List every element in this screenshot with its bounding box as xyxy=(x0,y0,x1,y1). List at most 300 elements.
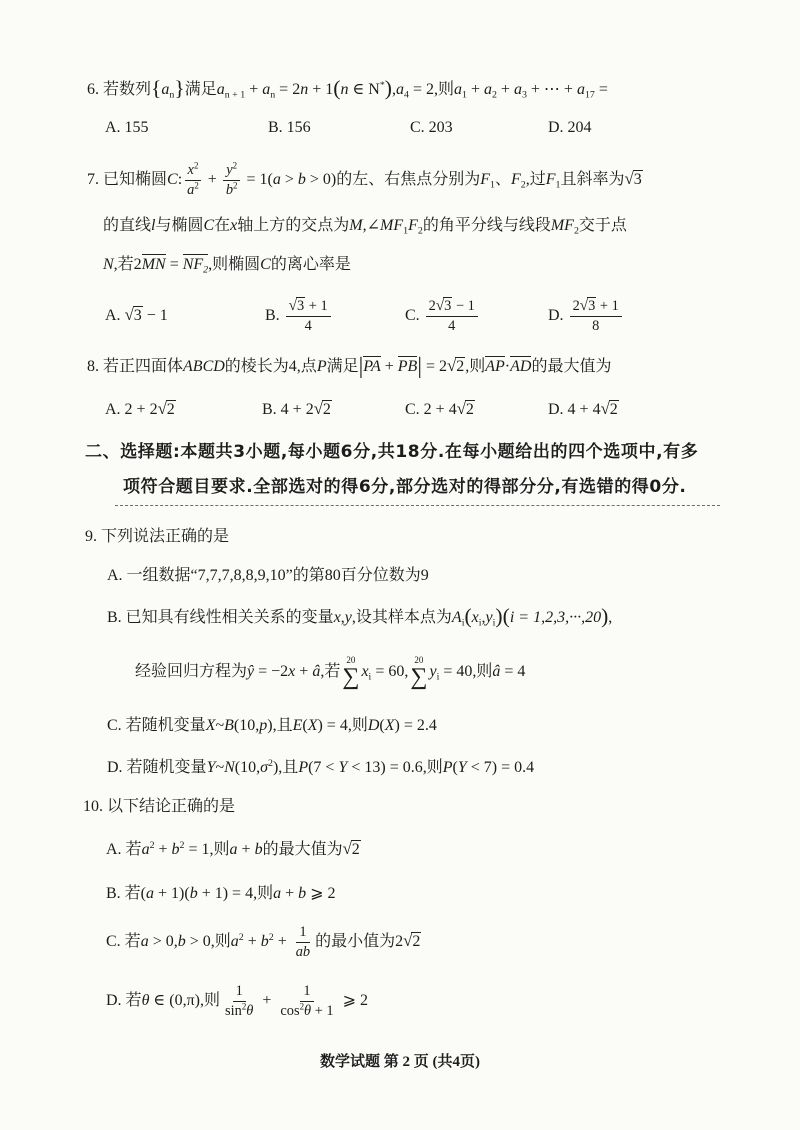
text-run: A. 2 + 2 xyxy=(105,401,158,418)
text-run: ,则 xyxy=(465,358,486,376)
summation xyxy=(342,656,359,689)
text-run: 2 xyxy=(609,401,618,418)
radical-sign-icon: √ xyxy=(124,305,134,324)
math-variable: x xyxy=(187,162,194,179)
radical-sign-icon: √ xyxy=(313,399,323,418)
vector-overline xyxy=(510,356,531,376)
math-variable: a xyxy=(576,80,585,98)
text-run: + 1 xyxy=(308,80,334,98)
math-variable: C xyxy=(260,256,271,273)
math-variable: b xyxy=(297,171,306,188)
text-run: + xyxy=(203,171,221,188)
text-run: A. xyxy=(105,307,125,324)
subscript: 1 xyxy=(490,179,495,191)
radicand xyxy=(322,400,332,418)
radical-sign-icon: √ xyxy=(435,297,445,314)
math-variable: N xyxy=(224,759,235,776)
math-variable: a xyxy=(513,80,522,98)
text-run: 2 xyxy=(572,297,580,314)
large-bracket: { xyxy=(151,76,162,100)
text-run: , xyxy=(392,80,396,98)
math-variable: b xyxy=(177,933,186,950)
math-variable: MF xyxy=(550,217,574,234)
subscript: 17 xyxy=(584,89,595,101)
text-run: 3 xyxy=(444,297,452,314)
text-run: , xyxy=(481,608,486,626)
fraction xyxy=(293,924,313,960)
q10-option-b xyxy=(106,874,336,914)
math-variable: y xyxy=(226,162,233,179)
math-variable: x xyxy=(471,608,479,626)
square-root xyxy=(447,356,465,376)
subscript: 2 xyxy=(417,225,423,237)
subscript: 1 xyxy=(555,179,561,191)
text-run: = 2,则 xyxy=(408,80,454,98)
large-bracket: ( xyxy=(502,604,510,628)
text-run: 2 xyxy=(465,401,474,418)
text-run: 4 xyxy=(304,318,312,335)
text-run: 的棱长为4,点 xyxy=(224,358,317,376)
q7-stem-line-1 xyxy=(87,160,643,200)
text-run: + xyxy=(258,992,276,1009)
text-run: 2 xyxy=(166,401,175,418)
text-run: MN xyxy=(141,256,166,273)
math-variable: A xyxy=(451,608,462,626)
text-run: B. xyxy=(265,307,284,324)
text-run: 6. 若数列 xyxy=(87,80,152,98)
q7-option-c xyxy=(405,296,480,336)
math-variable: a xyxy=(161,80,170,98)
text-run: (10, xyxy=(234,759,261,776)
text-run: , xyxy=(608,608,613,626)
text-run: 的最大值为 xyxy=(531,358,612,376)
text-run: ∈ (0,π),则 xyxy=(149,992,221,1009)
text-run: ⩾ 2 xyxy=(306,885,336,902)
math-variable: b xyxy=(225,181,234,198)
text-run: ~ xyxy=(215,717,225,734)
math-variable: y xyxy=(485,608,493,626)
q10-option-a xyxy=(106,830,361,870)
superscript: 2 xyxy=(149,840,155,852)
math-variable: b xyxy=(171,841,180,858)
section-2-instructions-line-1: 二、选择题:本题共3小题,每小题6分,共18分.在每小题给出的四个选项中,有多 xyxy=(85,442,699,462)
page-footer: 数学试题 第 2 页 (共4页) xyxy=(320,1054,480,1070)
math-variable: a xyxy=(483,80,492,98)
radicand xyxy=(633,170,643,188)
q7-stem-line-2 xyxy=(103,206,627,246)
q6-option-b: B. 156 xyxy=(268,119,311,136)
subscript: i xyxy=(368,671,372,683)
text-run: = 4 xyxy=(500,663,526,680)
text-run: A. 若 xyxy=(106,841,142,858)
text-run: D. 若 xyxy=(106,992,142,1009)
q6-option-d: D. 204 xyxy=(548,119,592,136)
subscript: 3 xyxy=(521,89,527,101)
text-run: + ⋯ + xyxy=(526,80,577,98)
math-variable: E xyxy=(292,717,303,734)
math-variable: b xyxy=(189,885,198,902)
vector-overline xyxy=(398,356,418,376)
radical-sign-icon: √ xyxy=(456,399,466,418)
q9-option-b-line-1 xyxy=(107,596,612,638)
text-run: + xyxy=(243,933,261,950)
math-variable: x xyxy=(288,663,296,680)
summation-upper-limit: 20 xyxy=(346,654,356,665)
q8-option-a xyxy=(105,390,176,430)
text-run: ,∠ xyxy=(362,217,381,234)
math-variable: n xyxy=(340,80,349,98)
fraction xyxy=(570,298,622,335)
text-run: C. 若随机变量 xyxy=(107,717,206,734)
radical-sign-icon: √ xyxy=(157,399,167,418)
subscript: i xyxy=(478,617,482,629)
math-variable: ab xyxy=(295,943,311,960)
math-variable: D xyxy=(367,717,380,734)
superscript: 2 xyxy=(268,932,274,944)
large-bracket: } xyxy=(174,76,185,100)
q7-option-d xyxy=(548,296,624,336)
text-run: > xyxy=(280,171,298,188)
text-run: B. 4 + 2 xyxy=(262,401,314,418)
radicand xyxy=(587,297,596,314)
math-variable: x xyxy=(361,663,369,680)
math-variable: a xyxy=(272,171,281,188)
superscript: 2 xyxy=(238,932,244,944)
text-run: + 1 xyxy=(305,297,328,314)
text-run: 2 xyxy=(428,297,436,314)
q10-option-c xyxy=(106,922,421,962)
text-run: ) = 2.4 xyxy=(394,717,437,734)
subscript: i xyxy=(436,671,440,683)
sigma-icon: ∑ xyxy=(410,663,428,690)
q9-stem: 9. 下列说法正确的是 xyxy=(85,528,230,545)
math-variable: θ xyxy=(304,1002,312,1019)
square-root xyxy=(289,298,306,315)
text-run: 在 xyxy=(214,217,231,234)
text-run: < 7) = 0.4 xyxy=(466,759,535,776)
text-run: 3 xyxy=(633,171,642,188)
text-run: D. 4 + 4 xyxy=(548,401,601,418)
math-variable: a xyxy=(141,841,150,858)
math-variable: l xyxy=(151,217,156,234)
radicand xyxy=(351,840,361,858)
large-bracket: ) xyxy=(384,76,392,100)
text-run: NF xyxy=(182,256,204,273)
text-run: ,若 xyxy=(320,663,341,680)
text-run: 的离心率是 xyxy=(270,256,351,273)
text-run: + 1)( xyxy=(154,885,190,902)
text-run: = 1( xyxy=(242,171,273,188)
text-run: ( xyxy=(452,759,458,776)
text-run: : xyxy=(177,171,183,188)
superscript: 2 xyxy=(233,180,238,191)
subscript: i xyxy=(461,617,465,629)
vector-overline xyxy=(142,254,166,274)
fraction xyxy=(286,298,331,335)
fraction xyxy=(184,162,202,198)
radical-sign-icon: √ xyxy=(342,839,352,858)
math-variable: ŷ xyxy=(247,663,255,680)
radicand xyxy=(296,297,305,314)
text-run: ) = 4,则 xyxy=(317,717,368,734)
math-variable: n xyxy=(300,80,309,98)
text-run: ,则椭圆 xyxy=(208,256,261,273)
q9-option-d xyxy=(107,748,534,788)
text-run: cos xyxy=(280,1002,300,1019)
text-run: 7. 已知椭圆 xyxy=(87,171,168,188)
math-variable: a xyxy=(396,80,404,98)
math-variable: F xyxy=(408,217,418,234)
text-run: = 40,则 xyxy=(439,663,493,680)
fraction-numerator xyxy=(223,162,240,181)
dotted-underline xyxy=(115,505,720,506)
text-run: sin xyxy=(225,1002,242,1019)
radicand xyxy=(609,400,619,418)
text-run: = 2 xyxy=(421,358,448,376)
q8-stem xyxy=(87,346,611,387)
text-run: + xyxy=(496,80,514,98)
text-run: AD xyxy=(510,358,532,376)
math-variable: i xyxy=(509,608,515,626)
text-run: ( xyxy=(379,717,385,734)
math-variable: â xyxy=(312,663,321,680)
text-run: 的直线 xyxy=(103,217,152,234)
subscript: i xyxy=(492,617,496,629)
text-run: C. 若 xyxy=(106,933,141,950)
q9-option-c xyxy=(107,706,437,746)
text-run: 的最大值为 xyxy=(262,841,343,858)
q8-option-b xyxy=(262,390,332,430)
math-variable: a xyxy=(273,885,282,902)
vector-overline xyxy=(485,356,505,376)
square-root xyxy=(436,298,453,315)
text-run: , xyxy=(340,608,345,626)
fraction-numerator xyxy=(233,983,246,1002)
subscript: 2 xyxy=(203,264,209,276)
q10-stem: 10. 以下结论正确的是 xyxy=(83,798,236,815)
q6-option-c: C. 203 xyxy=(410,119,453,136)
fraction-numerator xyxy=(286,298,331,317)
math-variable: P xyxy=(298,759,309,776)
text-run: D. 若随机变量 xyxy=(107,759,207,776)
q7-option-b xyxy=(265,296,333,336)
square-root xyxy=(125,305,143,325)
q8-option-c xyxy=(405,390,475,430)
text-run: = −2 xyxy=(254,663,289,680)
vector-overline xyxy=(183,254,208,274)
superscript: 2 xyxy=(299,1001,305,1012)
radical-sign-icon: √ xyxy=(403,931,413,950)
text-run: + xyxy=(466,80,484,98)
q9-option-a xyxy=(107,556,429,596)
square-root xyxy=(624,169,642,189)
subscript: 2 xyxy=(520,179,526,191)
fraction-denominator xyxy=(223,181,241,199)
text-run: > 0)的左、右焦点分别为 xyxy=(305,171,481,188)
text-run: 1 xyxy=(235,983,243,1000)
fraction xyxy=(277,983,336,1019)
text-run: < 13) = 0.6,则 xyxy=(347,759,443,776)
subscript: n xyxy=(270,89,276,101)
radicand xyxy=(166,400,176,418)
text-run: − 1 xyxy=(142,307,168,324)
text-run: 8 xyxy=(592,318,600,335)
text-run: (7 < xyxy=(308,759,339,776)
square-root xyxy=(580,298,597,315)
q7-stem-line-3 xyxy=(103,245,351,285)
text-run: 8. 若正四面体 xyxy=(87,358,184,376)
math-variable: a xyxy=(140,933,149,950)
subscript: 1 xyxy=(461,89,467,101)
radical-sign-icon: √ xyxy=(447,356,457,376)
radical-sign-icon: √ xyxy=(600,399,610,418)
text-run: 轴上方的交点为 xyxy=(237,217,350,234)
superscript: 2 xyxy=(193,160,199,171)
math-variable: a xyxy=(216,80,225,98)
math-variable: X xyxy=(384,717,395,734)
text-run: 、 xyxy=(494,171,511,188)
text-run: + xyxy=(273,933,291,950)
math-variable: θ xyxy=(141,992,150,1009)
superscript: 2 xyxy=(241,1001,247,1012)
radicand xyxy=(455,357,465,375)
text-run: + xyxy=(281,885,299,902)
math-variable: θ xyxy=(246,1002,254,1019)
superscript: * xyxy=(379,79,385,91)
math-variable: = 1,2,3,···,20 xyxy=(514,608,602,626)
text-run: = 60, xyxy=(371,663,409,680)
text-run: + 1 xyxy=(311,1002,334,1019)
text-run: B. 已知具有线性相关关系的变量 xyxy=(107,608,334,626)
text-run: ⩾ 2 xyxy=(338,992,369,1009)
text-run: + 1 xyxy=(596,297,619,314)
math-variable: b xyxy=(260,933,269,950)
fraction xyxy=(222,983,256,1019)
text-run: 2 xyxy=(351,841,360,858)
text-run: 1 xyxy=(299,924,307,941)
q9-option-b-line-2 xyxy=(135,652,525,692)
math-variable: ABCD xyxy=(183,358,225,376)
fraction-numerator xyxy=(296,924,309,943)
math-variable: Y xyxy=(338,759,348,776)
subscript: n xyxy=(169,89,175,101)
sigma-icon: ∑ xyxy=(342,663,360,690)
math-variable: X xyxy=(307,717,318,734)
text-run: > 0, xyxy=(148,933,178,950)
text-run: + xyxy=(380,358,398,376)
math-variable: P xyxy=(316,358,327,376)
summation xyxy=(410,656,427,689)
math-variable: a xyxy=(187,181,195,198)
text-run: ∈ N xyxy=(348,80,380,98)
text-run: 经验回归方程为 xyxy=(135,663,248,680)
math-variable: Y xyxy=(206,759,216,776)
summation-upper-limit: 20 xyxy=(414,654,424,665)
q7-option-a xyxy=(105,296,168,336)
subscript: 2 xyxy=(573,225,579,237)
text-run: = 2 xyxy=(275,80,301,98)
math-variable: p xyxy=(259,717,268,734)
fraction-numerator xyxy=(426,298,478,317)
text-run: ~ xyxy=(215,759,225,776)
square-root xyxy=(601,399,619,419)
math-variable: â xyxy=(492,663,501,680)
absolute-value-bar: | xyxy=(358,353,364,379)
text-run: · xyxy=(504,358,511,376)
text-run: 满足 xyxy=(326,358,359,376)
text-run: ),且 xyxy=(267,717,293,734)
text-run: D. xyxy=(548,307,568,324)
radicand xyxy=(133,306,143,324)
large-bracket: ( xyxy=(333,76,341,100)
math-variable: MF xyxy=(380,217,404,234)
math-variable: a xyxy=(262,80,271,98)
superscript: 2 xyxy=(194,180,199,191)
text-run: 2 xyxy=(412,933,421,950)
text-run: 4 xyxy=(448,318,456,335)
math-variable: σ xyxy=(260,759,269,776)
fraction xyxy=(426,298,478,335)
text-run: C. xyxy=(405,307,424,324)
math-variable: C xyxy=(203,217,215,234)
text-run: 的角平分线与线段 xyxy=(422,217,551,234)
math-variable: a xyxy=(453,80,462,98)
q10-option-d xyxy=(106,981,368,1021)
text-run: − 1 xyxy=(452,297,475,314)
math-variable: x xyxy=(230,217,238,234)
large-bracket: ) xyxy=(495,604,503,628)
radicand xyxy=(443,297,452,314)
math-variable: a xyxy=(230,933,239,950)
text-run: + 1) = 4,则 xyxy=(197,885,274,902)
math-variable: X xyxy=(205,717,216,734)
math-variable: M xyxy=(349,217,363,234)
fraction-denominator xyxy=(302,317,315,335)
math-variable: F xyxy=(545,171,556,188)
text-run: 2 xyxy=(456,358,465,376)
superscript: 2 xyxy=(232,160,238,171)
fraction-denominator xyxy=(222,1002,256,1020)
square-root xyxy=(343,839,361,859)
math-variable: x xyxy=(333,608,341,626)
large-bracket: ( xyxy=(464,604,472,628)
radical-sign-icon: √ xyxy=(624,169,634,188)
text-run: (10, xyxy=(233,717,260,734)
text-run: C. 2 + 4 xyxy=(405,401,457,418)
text-run: + xyxy=(295,663,313,680)
text-run: 满足 xyxy=(184,80,217,98)
absolute-value-bar: | xyxy=(417,353,422,379)
text-run: 的最小值为2 xyxy=(315,933,404,950)
text-run: A. 一组数据“7,7,7,8,8,9,10”的第80百分位数为9 xyxy=(107,567,429,584)
text-run: 与椭圆 xyxy=(155,217,204,234)
math-variable: F xyxy=(480,171,491,188)
section-2-instructions-line-2: 项符合题目要求.全部选对的得6分,部分选对的得部分分,有选错的得0分. xyxy=(123,477,687,497)
text-run: + xyxy=(154,841,172,858)
text-run: 3 xyxy=(296,297,305,314)
math-variable: F xyxy=(510,171,521,188)
subscript: 4 xyxy=(404,89,409,101)
text-run: 3 xyxy=(133,307,142,324)
math-variable: b xyxy=(254,841,263,858)
text-run: ),且 xyxy=(272,759,299,776)
radical-sign-icon: √ xyxy=(288,297,297,314)
radicand xyxy=(465,400,475,418)
fraction-denominator xyxy=(277,1002,336,1020)
text-run: ,设其样本点为 xyxy=(351,608,452,626)
text-run: AP xyxy=(485,358,505,376)
radical-sign-icon: √ xyxy=(579,297,589,314)
